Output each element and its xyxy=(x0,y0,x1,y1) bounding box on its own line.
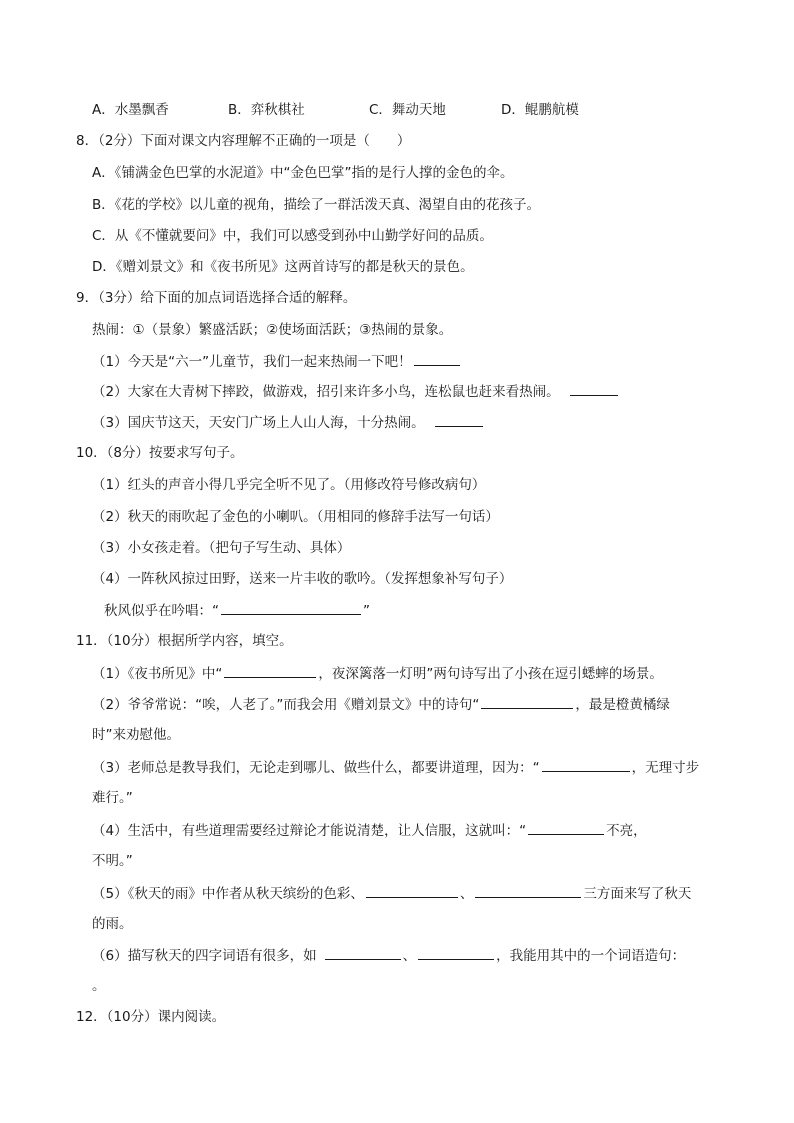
q11-s1-b: ，夜深篱落一灯明”两句诗写出了小孩在逗引蟋蟀的场景。 xyxy=(318,666,663,682)
q11-s3-blank[interactable] xyxy=(542,757,630,772)
q11-s6-b: ，我能用其中的一个词语造句： xyxy=(496,948,686,964)
q11-s3-a: （3）老师总是教导我们，无论走到哪儿、做些什么，都要讲道理，因为：“ xyxy=(92,760,540,776)
q11-item-3-cont: 难行。” xyxy=(92,790,133,806)
q7-option-c: C．舞动天地 xyxy=(369,102,446,118)
q9-s2-text: （2）大家在大青树下摔跤，做游戏，招引来许多小鸟，连松鼠也赶来看热闹。 xyxy=(92,384,560,400)
q9-stem: 9．（3分）给下面的加点词语选择合适的解释。 xyxy=(76,290,357,306)
q11-s1-a: （1）《夜书所见》中“ xyxy=(92,666,223,682)
q11-item-6 xyxy=(92,945,685,966)
q11-item-5 xyxy=(92,883,691,904)
q12-stem: 12．（10分）课内阅读。 xyxy=(76,1009,226,1025)
q11-item-2-cont: 时”来劝慰他。 xyxy=(92,727,180,743)
q11-item-3 xyxy=(92,757,699,778)
q11-s2-b: ，最是橙黄橘绿 xyxy=(575,697,670,713)
q9-definitions: 热闹：①（景象）繁盛活跃；②使场面活跃；③热闹的景象。 xyxy=(92,322,453,338)
q11-item-5-cont: 的雨。 xyxy=(92,916,133,932)
q8-option-a: A．《铺满金色巴掌的水泥道》中“金色巴掌”指的是行人撑的金色的伞。 xyxy=(92,165,514,181)
q11-s4-a: （4）生活中，有些道理需要经过辩论才能说清楚，让人信服，这就叫：“ xyxy=(92,823,527,839)
q9-s3-blank[interactable] xyxy=(435,412,483,427)
q8-option-d: D．《赠刘景文》和《夜书所见》这两首诗写的都是秋天的景色。 xyxy=(92,259,474,275)
q11-s1-blank[interactable] xyxy=(224,663,316,678)
q10-sentence-2: （2）秋天的雨吹起了金色的小喇叭。（用相同的修辞手法写一句话） xyxy=(92,509,499,525)
q11-stem: 11．（10分）根据所学内容，填空。 xyxy=(76,633,293,649)
q7-options xyxy=(0,100,794,120)
q11-s6-a: （6）描写秋天的四字词语有很多，如 xyxy=(92,948,317,964)
q9-sentence-2 xyxy=(92,381,620,402)
q9-sentence-3 xyxy=(92,412,485,433)
q11-s6-sep: 、 xyxy=(402,948,417,964)
q8-option-b: B．《花的学校》以儿童的视角，描绘了一群活泼天真、渴望自由的花孩子。 xyxy=(92,197,541,213)
q9-sentence-1 xyxy=(92,351,462,372)
q9-s1-blank[interactable] xyxy=(414,351,460,366)
q10-stem: 10．（8分）按要求写句子。 xyxy=(76,445,244,461)
q11-item-4 xyxy=(92,820,647,841)
q10-sentence-4-fill xyxy=(104,600,370,621)
q7-option-b: B．弈秋棋社 xyxy=(228,102,305,118)
q11-s4-blank[interactable] xyxy=(528,820,604,835)
q11-s5-b: 三方面来写了秋天 xyxy=(583,886,692,902)
q11-s5-sep: 、 xyxy=(459,886,474,902)
q10-sentence-1: （1）红头的声音小得几乎完全听不见了。（用修改符号修改病句） xyxy=(92,477,486,493)
q11-s2-a: （2）爷爷常说：“唉，人老了。”而我会用《赠刘景文》中的诗句“ xyxy=(92,697,480,713)
q10-s4-pre: 秋风似乎在吟唱：“ xyxy=(104,603,219,619)
q9-s1-text: （1）今天是“六一”儿童节，我们一起来热闹一下吧！ xyxy=(92,354,412,370)
q8-stem: 8．（2分）下面对课文内容理解不正确的一项是（ ） xyxy=(76,133,411,149)
q11-s5-a: （5）《秋天的雨》中作者从秋天缤纷的色彩、 xyxy=(92,886,364,902)
q7-option-a: A．水墨飘香 xyxy=(92,102,169,118)
q10-s4-post: ” xyxy=(363,603,370,619)
q11-s3-b: ，无理寸步 xyxy=(631,760,700,776)
q10-s4-blank[interactable] xyxy=(221,600,361,615)
q11-s4-b: 不亮， xyxy=(606,823,647,839)
q10-sentence-3: （3）小女孩走着。（把句子写生动、具体） xyxy=(92,540,351,556)
q11-item-2 xyxy=(92,694,670,715)
q11-s6-blank-2[interactable] xyxy=(418,945,494,960)
q9-s2-blank[interactable] xyxy=(570,381,618,396)
q11-s5-blank-2[interactable] xyxy=(475,883,581,898)
q11-item-6-cont: 。 xyxy=(92,978,106,994)
q11-s5-blank-1[interactable] xyxy=(366,883,458,898)
q7-option-d: D．鲲鹏航模 xyxy=(501,102,579,118)
q11-s6-blank-1[interactable] xyxy=(325,945,401,960)
q11-item-4-cont: 不明。” xyxy=(92,853,133,869)
q11-s2-blank[interactable] xyxy=(481,694,573,709)
q9-s3-text: （3）国庆节这天，天安门广场上人山人海，十分热闹。 xyxy=(92,415,425,431)
q11-item-1 xyxy=(92,663,663,684)
q8-option-c: C．从《不懂就要问》中，我们可以感受到孙中山勤学好问的品质。 xyxy=(92,228,493,244)
q10-sentence-4: （4）一阵秋风掠过田野，送来一片丰收的歌吟。（发挥想象补写句子） xyxy=(92,571,513,587)
